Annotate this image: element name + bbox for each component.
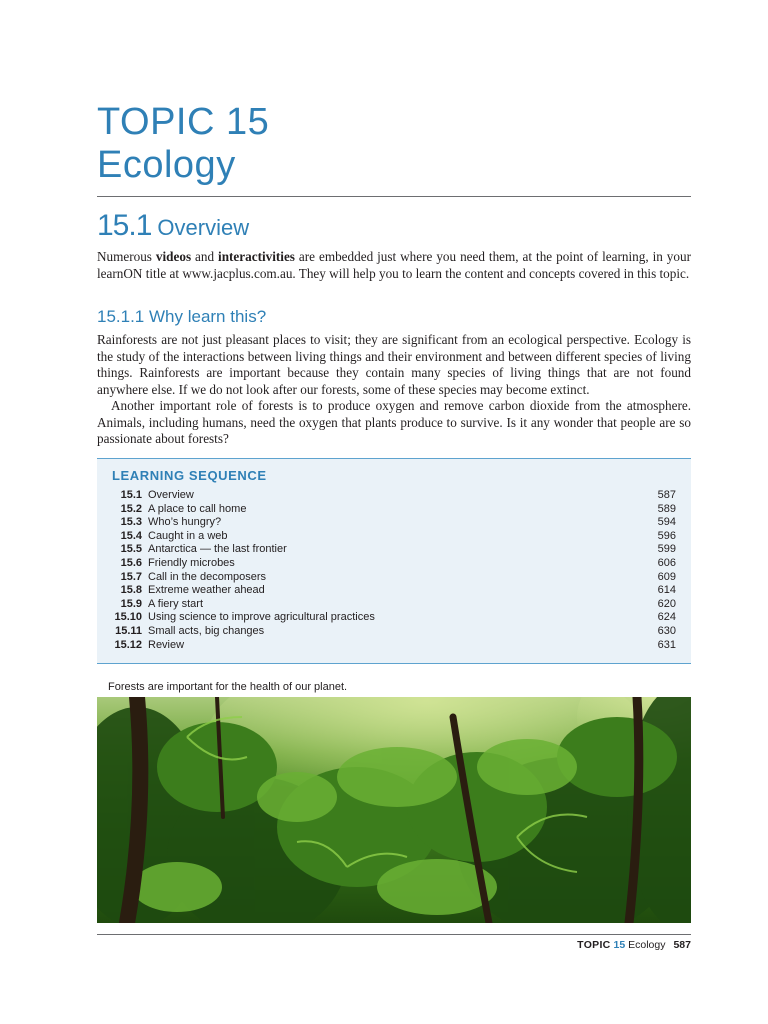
- topic-title: Ecology: [97, 144, 236, 186]
- section-heading: [97, 209, 249, 243]
- why-paragraph-1: Rainforests are not just pleasant places to visit; they are significant from an ecological perspective. Ecology is the study of the interactions between living things and their environment and between different species of living things. Rainforests are important because they contain many species of living things that are not found anywhere else. If we do not look after our forests, some of these species may become extinct.: [97, 332, 691, 398]
- footer-topic-name: Ecology: [628, 939, 666, 951]
- learning-sequence-heading: LEARNING SEQUENCE: [112, 468, 267, 483]
- item-number: 15.10: [114, 611, 142, 624]
- item-title: Extreme weather ahead: [148, 584, 265, 597]
- item-page: 606: [657, 556, 676, 569]
- learning-sequence-item: [97, 625, 691, 639]
- item-title: Who’s hungry?: [148, 516, 222, 529]
- item-page: 624: [657, 611, 676, 624]
- learning-sequence-item: [97, 584, 691, 598]
- item-title: Call in the decomposers: [148, 570, 267, 583]
- item-title: Overview: [148, 489, 194, 501]
- why-paragraph-2-text: Another important role of forests is to produce oxygen and remove carbon dioxide from the atmosphere. Animals, including humans, need the oxygen that plants produce to survive. Is it any wonder that people are so passionate about forests?: [97, 398, 691, 447]
- intro-paragraph: [97, 249, 691, 282]
- item-page: 596: [657, 529, 676, 542]
- intro-bold-videos: videos: [155, 249, 192, 264]
- item-number: 15.3: [120, 516, 142, 529]
- item-page: 620: [657, 597, 676, 610]
- header-divider: [97, 196, 691, 197]
- item-title: A fiery start: [148, 597, 204, 610]
- item-title: Using science to improve agricultural practices: [148, 611, 375, 624]
- section-title: Overview: [157, 215, 250, 240]
- item-page: 599: [657, 543, 676, 556]
- item-number: 15.1: [120, 489, 142, 501]
- item-title: Review: [148, 638, 185, 651]
- item-title: Friendly microbes: [148, 556, 235, 569]
- item-page: 631: [657, 638, 676, 651]
- learning-sequence-item: [97, 503, 691, 517]
- learning-sequence-item: [97, 611, 691, 625]
- footer-page-number: 587: [673, 939, 691, 951]
- item-title: A place to call home: [148, 502, 247, 515]
- item-number: 15.8: [120, 584, 142, 597]
- item-page: 587: [657, 489, 676, 501]
- rainforest-photo: [97, 697, 691, 923]
- item-page: 594: [657, 516, 676, 529]
- item-number: 15.4: [120, 529, 142, 542]
- item-page: 630: [657, 624, 676, 637]
- subsection-heading: 15.1.1 Why learn this?: [97, 307, 267, 326]
- item-number: 15.12: [114, 638, 142, 651]
- learning-sequence-item: [97, 571, 691, 585]
- learning-sequence-item: [97, 516, 691, 530]
- page-footer: [577, 939, 691, 951]
- intro-text-1: Numerous: [97, 249, 156, 264]
- item-title: Small acts, big changes: [148, 624, 265, 637]
- section-number: 15.1: [97, 209, 152, 242]
- footer-topic-label: TOPIC: [577, 939, 611, 951]
- item-number: 15.2: [120, 502, 142, 515]
- item-number: 15.9: [120, 597, 142, 610]
- learning-sequence-list: [97, 489, 691, 652]
- item-number: 15.11: [115, 624, 142, 637]
- learning-sequence-item: [97, 530, 691, 544]
- learning-sequence-item: [97, 557, 691, 571]
- why-paragraph-2: [97, 398, 691, 448]
- item-number: 15.7: [120, 570, 142, 583]
- rainforest-illustration: [97, 697, 691, 923]
- intro-text-3: are embedded just where you need them, at the point of learning, in your learnON title at www.jacplus.com.au. They will help you to learn the content and concepts covered in this topic.: [97, 249, 691, 281]
- item-title: Caught in a web: [148, 529, 228, 542]
- item-page: 614: [657, 584, 676, 597]
- item-page: 609: [657, 570, 676, 583]
- footer-divider: [97, 934, 691, 935]
- figure-caption: Forests are important for the health of our planet.: [108, 681, 348, 693]
- item-number: 15.5: [120, 543, 142, 556]
- learning-sequence-box: [97, 458, 691, 664]
- footer-topic-number: 15: [613, 939, 626, 951]
- learning-sequence-item: [97, 489, 691, 503]
- item-title: Antarctica — the last frontier: [148, 543, 287, 556]
- topic-label: TOPIC 15: [97, 101, 270, 143]
- learning-sequence-item: [97, 598, 691, 612]
- item-number: 15.6: [120, 556, 142, 569]
- intro-bold-interactivities: interactivities: [218, 249, 295, 264]
- item-page: 589: [657, 502, 676, 515]
- intro-text-2: and: [191, 249, 219, 264]
- learning-sequence-item: [97, 639, 691, 653]
- learning-sequence-item: [97, 543, 691, 557]
